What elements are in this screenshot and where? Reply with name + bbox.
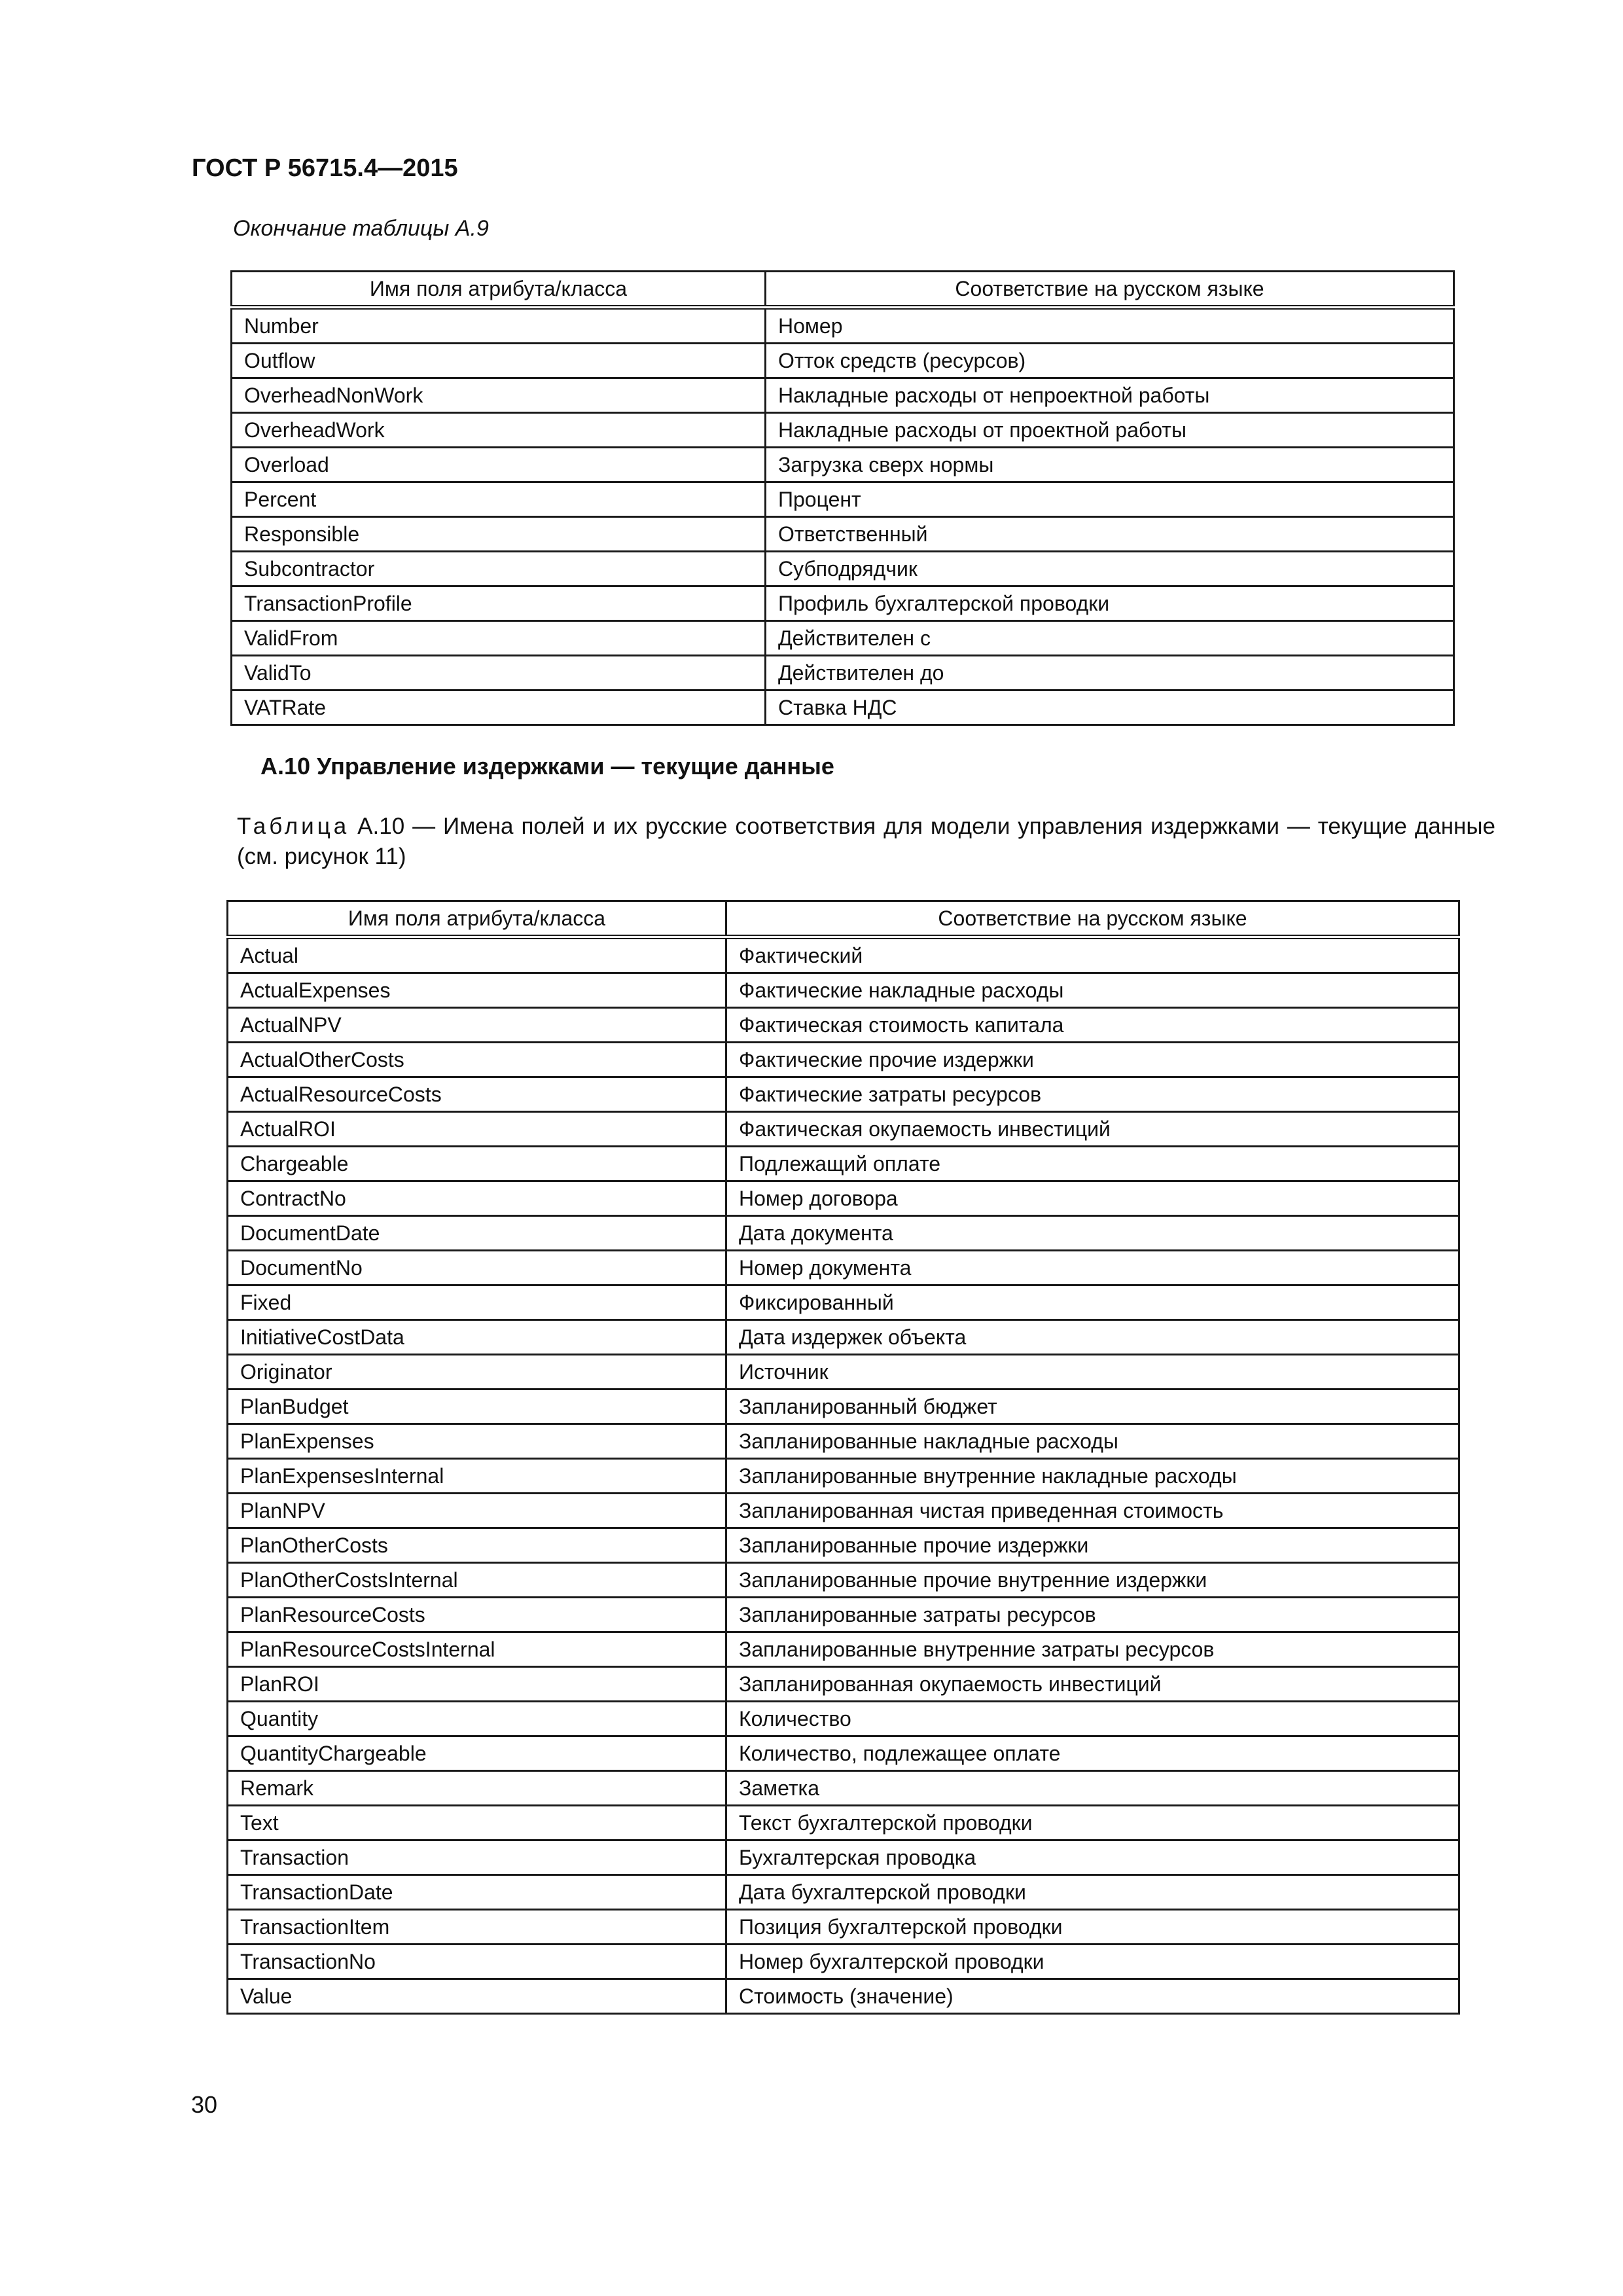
cell-russian-equivalent: Фактическая стоимость капитала — [726, 1008, 1459, 1043]
cell-russian-equivalent: Загрузка сверх нормы — [766, 448, 1454, 482]
table-header-row — [228, 901, 1459, 937]
cell-field-name: PlanResourceCosts — [228, 1598, 726, 1632]
cell-russian-equivalent: Запланированная чистая приведенная стоимость — [726, 1494, 1459, 1528]
cell-field-name: Number — [232, 308, 766, 344]
cell-field-name: ActualExpenses — [228, 973, 726, 1008]
table-row — [228, 1355, 1459, 1390]
cell-field-name: ActualOtherCosts — [228, 1043, 726, 1077]
cell-russian-equivalent: Запланированные накладные расходы — [726, 1424, 1459, 1459]
table-row — [232, 308, 1454, 344]
cell-russian-equivalent: Номер договора — [726, 1181, 1459, 1216]
cell-field-name: DocumentNo — [228, 1251, 726, 1285]
cell-field-name: PlanROI — [228, 1667, 726, 1702]
cell-russian-equivalent: Дата бухгалтерской проводки — [726, 1875, 1459, 1910]
cell-russian-equivalent: Субподрядчик — [766, 552, 1454, 586]
table-a10 — [226, 900, 1460, 2015]
table-row — [228, 1736, 1459, 1771]
cell-field-name: PlanOtherCosts — [228, 1528, 726, 1563]
table-row — [228, 1043, 1459, 1077]
cell-field-name: VATRate — [232, 691, 766, 725]
table-row — [232, 656, 1454, 691]
table-row — [228, 1632, 1459, 1667]
cell-russian-equivalent: Дата издержек объекта — [726, 1320, 1459, 1355]
cell-field-name: TransactionDate — [228, 1875, 726, 1910]
cell-field-name: PlanExpenses — [228, 1424, 726, 1459]
table-row — [228, 1320, 1459, 1355]
table-row — [228, 1181, 1459, 1216]
table-a9-continuation-caption: Окончание таблицы А.9 — [233, 216, 489, 241]
table-row — [228, 1528, 1459, 1563]
cell-russian-equivalent: Запланированная окупаемость инвестиций — [726, 1667, 1459, 1702]
cell-russian-equivalent: Действителен с — [766, 621, 1454, 656]
cell-field-name: DocumentDate — [228, 1216, 726, 1251]
column-header-field-name: Имя поля атрибута/класса — [232, 272, 766, 308]
cell-field-name: PlanExpensesInternal — [228, 1459, 726, 1494]
table-row — [228, 1459, 1459, 1494]
table-row — [232, 482, 1454, 517]
cell-russian-equivalent: Источник — [726, 1355, 1459, 1390]
cell-field-name: Originator — [228, 1355, 726, 1390]
cell-russian-equivalent: Фиксированный — [726, 1285, 1459, 1320]
table-row — [232, 621, 1454, 656]
cell-russian-equivalent: Запланированные внутренние затраты ресурсов — [726, 1632, 1459, 1667]
table-row — [232, 344, 1454, 378]
cell-russian-equivalent: Запланированный бюджет — [726, 1390, 1459, 1424]
table-row — [228, 1979, 1459, 2014]
table-row — [228, 1840, 1459, 1875]
table-row — [232, 691, 1454, 725]
table-row — [228, 1563, 1459, 1598]
cell-russian-equivalent: Подлежащий оплате — [726, 1147, 1459, 1181]
column-header-russian-equivalent: Соответствие на русском языке — [766, 272, 1454, 308]
cell-field-name: PlanBudget — [228, 1390, 726, 1424]
cell-russian-equivalent: Количество, подлежащее оплате — [726, 1736, 1459, 1771]
table-row — [232, 378, 1454, 413]
cell-russian-equivalent: Номер бухгалтерской проводки — [726, 1945, 1459, 1979]
cell-russian-equivalent: Фактический — [726, 937, 1459, 973]
cell-field-name: Percent — [232, 482, 766, 517]
cell-russian-equivalent: Накладные расходы от проектной работы — [766, 413, 1454, 448]
cell-field-name: OverheadNonWork — [232, 378, 766, 413]
cell-field-name: Outflow — [232, 344, 766, 378]
cell-russian-equivalent: Дата документа — [726, 1216, 1459, 1251]
table-row — [228, 1806, 1459, 1840]
cell-russian-equivalent: Процент — [766, 482, 1454, 517]
table-row — [232, 413, 1454, 448]
cell-russian-equivalent: Фактическая окупаемость инвестиций — [726, 1112, 1459, 1147]
cell-russian-equivalent: Ответственный — [766, 517, 1454, 552]
table-row — [228, 1216, 1459, 1251]
cell-field-name: OverheadWork — [232, 413, 766, 448]
table-row — [228, 1008, 1459, 1043]
table-row — [228, 1285, 1459, 1320]
cell-russian-equivalent: Запланированные внутренние накладные расходы — [726, 1459, 1459, 1494]
table-row — [228, 1251, 1459, 1285]
table-a10-body — [228, 937, 1459, 2014]
cell-russian-equivalent: Запланированные прочие издержки — [726, 1528, 1459, 1563]
cell-field-name: ActualResourceCosts — [228, 1077, 726, 1112]
table-label: Таблица — [237, 814, 350, 839]
table-row — [228, 1112, 1459, 1147]
cell-field-name: PlanOtherCostsInternal — [228, 1563, 726, 1598]
cell-field-name: ActualROI — [228, 1112, 726, 1147]
cell-russian-equivalent: Фактические затраты ресурсов — [726, 1077, 1459, 1112]
table-row — [228, 1910, 1459, 1945]
cell-field-name: Chargeable — [228, 1147, 726, 1181]
table-row — [228, 1945, 1459, 1979]
table-title-text: А.10 — Имена полей и их русские соответствия для модели управления издержками — текущие данные (см. рисунок 11) — [237, 814, 1495, 869]
table-row — [228, 1424, 1459, 1459]
cell-russian-equivalent: Позиция бухгалтерской проводки — [726, 1910, 1459, 1945]
table-row — [232, 448, 1454, 482]
cell-russian-equivalent: Номер — [766, 308, 1454, 344]
cell-russian-equivalent: Фактические прочие издержки — [726, 1043, 1459, 1077]
cell-field-name: Overload — [232, 448, 766, 482]
table-row — [228, 1875, 1459, 1910]
section-heading-a10: А.10 Управление издержками — текущие данные — [260, 753, 834, 780]
cell-field-name: PlanResourceCostsInternal — [228, 1632, 726, 1667]
cell-field-name: Value — [228, 1979, 726, 2014]
cell-russian-equivalent: Накладные расходы от непроектной работы — [766, 378, 1454, 413]
cell-field-name: Subcontractor — [232, 552, 766, 586]
document-standard-header: ГОСТ Р 56715.4—2015 — [192, 154, 458, 182]
cell-field-name: ContractNo — [228, 1181, 726, 1216]
table-row — [228, 1702, 1459, 1736]
cell-field-name: InitiativeCostData — [228, 1320, 726, 1355]
cell-field-name: Quantity — [228, 1702, 726, 1736]
table-header-row — [232, 272, 1454, 308]
cell-russian-equivalent: Действителен до — [766, 656, 1454, 691]
table-row — [228, 1771, 1459, 1806]
page-number: 30 — [191, 2091, 218, 2118]
table-a9-body — [232, 308, 1454, 725]
cell-field-name: Fixed — [228, 1285, 726, 1320]
cell-russian-equivalent: Заметка — [726, 1771, 1459, 1806]
column-header-russian-equivalent: Соответствие на русском языке — [726, 901, 1459, 937]
table-a9 — [230, 270, 1455, 726]
cell-field-name: ValidTo — [232, 656, 766, 691]
cell-field-name: QuantityChargeable — [228, 1736, 726, 1771]
table-row — [232, 517, 1454, 552]
cell-field-name: Text — [228, 1806, 726, 1840]
cell-field-name: PlanNPV — [228, 1494, 726, 1528]
cell-russian-equivalent: Текст бухгалтерской проводки — [726, 1806, 1459, 1840]
cell-russian-equivalent: Ставка НДС — [766, 691, 1454, 725]
table-row — [228, 1390, 1459, 1424]
cell-field-name: ValidFrom — [232, 621, 766, 656]
cell-field-name: TransactionNo — [228, 1945, 726, 1979]
table-row — [228, 973, 1459, 1008]
cell-field-name: Responsible — [232, 517, 766, 552]
cell-russian-equivalent: Отток средств (ресурсов) — [766, 344, 1454, 378]
table-row — [228, 1667, 1459, 1702]
cell-field-name: TransactionProfile — [232, 586, 766, 621]
cell-field-name: TransactionItem — [228, 1910, 726, 1945]
cell-russian-equivalent: Стоимость (значение) — [726, 1979, 1459, 2014]
cell-field-name: Transaction — [228, 1840, 726, 1875]
cell-field-name: Actual — [228, 937, 726, 973]
cell-russian-equivalent: Количество — [726, 1702, 1459, 1736]
table-row — [228, 1077, 1459, 1112]
cell-field-name: ActualNPV — [228, 1008, 726, 1043]
cell-russian-equivalent: Номер документа — [726, 1251, 1459, 1285]
cell-russian-equivalent: Запланированные прочие внутренние издержки — [726, 1563, 1459, 1598]
cell-russian-equivalent: Фактические накладные расходы — [726, 973, 1459, 1008]
table-row — [228, 1147, 1459, 1181]
table-row — [228, 1598, 1459, 1632]
table-row — [232, 586, 1454, 621]
table-row — [228, 1494, 1459, 1528]
cell-russian-equivalent: Профиль бухгалтерской проводки — [766, 586, 1454, 621]
table-a10-title — [237, 812, 1495, 872]
cell-russian-equivalent: Запланированные затраты ресурсов — [726, 1598, 1459, 1632]
table-row — [228, 937, 1459, 973]
cell-field-name: Remark — [228, 1771, 726, 1806]
cell-russian-equivalent: Бухгалтерская проводка — [726, 1840, 1459, 1875]
table-row — [232, 552, 1454, 586]
column-header-field-name: Имя поля атрибута/класса — [228, 901, 726, 937]
